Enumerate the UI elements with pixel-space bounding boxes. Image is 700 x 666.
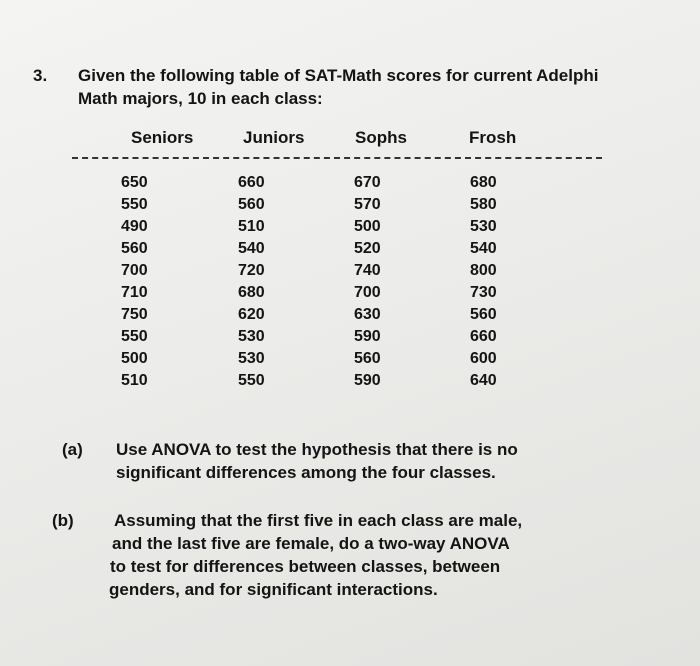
score-cell: 510 xyxy=(238,218,265,235)
score-cell: 660 xyxy=(470,328,497,345)
score-cell: 510 xyxy=(121,372,148,389)
score-cell: 680 xyxy=(238,284,265,301)
score-cell: 660 xyxy=(238,174,265,191)
score-cell: 490 xyxy=(121,218,148,235)
part-a-line: Use ANOVA to test the hypothesis that there is no xyxy=(116,440,518,459)
part-b xyxy=(52,509,672,605)
column-seniors xyxy=(121,172,148,392)
column-sophs xyxy=(354,172,381,392)
header-juniors: Juniors xyxy=(243,128,305,147)
prompt-line: Given the following table of SAT-Math scores for current Adelphi xyxy=(78,66,599,85)
prompt-line: Math majors, 10 in each class: xyxy=(78,89,323,108)
score-cell: 700 xyxy=(121,262,148,279)
score-cell: 600 xyxy=(470,350,497,367)
score-cell: 560 xyxy=(354,350,381,367)
column-juniors xyxy=(238,172,265,392)
part-a xyxy=(62,438,682,488)
score-cell: 710 xyxy=(121,284,148,301)
score-cell: 630 xyxy=(354,306,381,323)
score-cell: 800 xyxy=(470,262,497,279)
part-b-label: (b) xyxy=(52,511,74,530)
header-sophs: Sophs xyxy=(355,128,407,147)
part-a-line: significant differences among the four classes. xyxy=(116,463,496,482)
score-cell: 740 xyxy=(354,262,381,279)
score-cell: 590 xyxy=(354,328,381,345)
score-cell: 550 xyxy=(121,328,148,345)
score-cell: 730 xyxy=(470,284,497,301)
score-cell: 500 xyxy=(354,218,381,235)
score-cell: 570 xyxy=(354,196,381,213)
score-cell: 540 xyxy=(238,240,265,257)
score-cell: 670 xyxy=(354,174,381,191)
header-frosh: Frosh xyxy=(469,128,517,147)
score-cell: 680 xyxy=(470,174,497,191)
part-b-line: genders, and for significant interactions. xyxy=(109,580,438,599)
score-cell: 580 xyxy=(470,196,497,213)
score-cell: 640 xyxy=(470,372,497,389)
score-cell: 560 xyxy=(470,306,497,323)
score-cell: 500 xyxy=(121,350,148,367)
score-cell: 590 xyxy=(354,372,381,389)
column-frosh xyxy=(470,172,497,392)
table-divider xyxy=(72,157,602,159)
score-cell: 530 xyxy=(238,350,265,367)
score-cell: 620 xyxy=(238,306,265,323)
score-cell: 520 xyxy=(354,240,381,257)
score-cell: 650 xyxy=(121,174,148,191)
score-cell: 720 xyxy=(238,262,265,279)
question-number: 3. xyxy=(33,66,48,85)
header-seniors: Seniors xyxy=(131,128,194,147)
part-b-line: Assuming that the first five in each class are male, xyxy=(114,511,523,530)
score-cell: 530 xyxy=(470,218,497,235)
part-b-line: to test for differences between classes, between xyxy=(110,557,501,576)
score-cell: 560 xyxy=(238,196,265,213)
score-cell: 550 xyxy=(121,196,148,213)
question-prompt xyxy=(78,64,678,110)
score-cell: 560 xyxy=(121,240,148,257)
score-cell: 530 xyxy=(238,328,265,345)
score-cell: 750 xyxy=(121,306,148,323)
score-cell: 550 xyxy=(238,372,265,389)
score-cell: 540 xyxy=(470,240,497,257)
part-b-line: and the last five are female, do a two-way ANOVA xyxy=(112,534,510,553)
score-cell: 700 xyxy=(354,284,381,301)
part-a-label: (a) xyxy=(62,440,83,459)
